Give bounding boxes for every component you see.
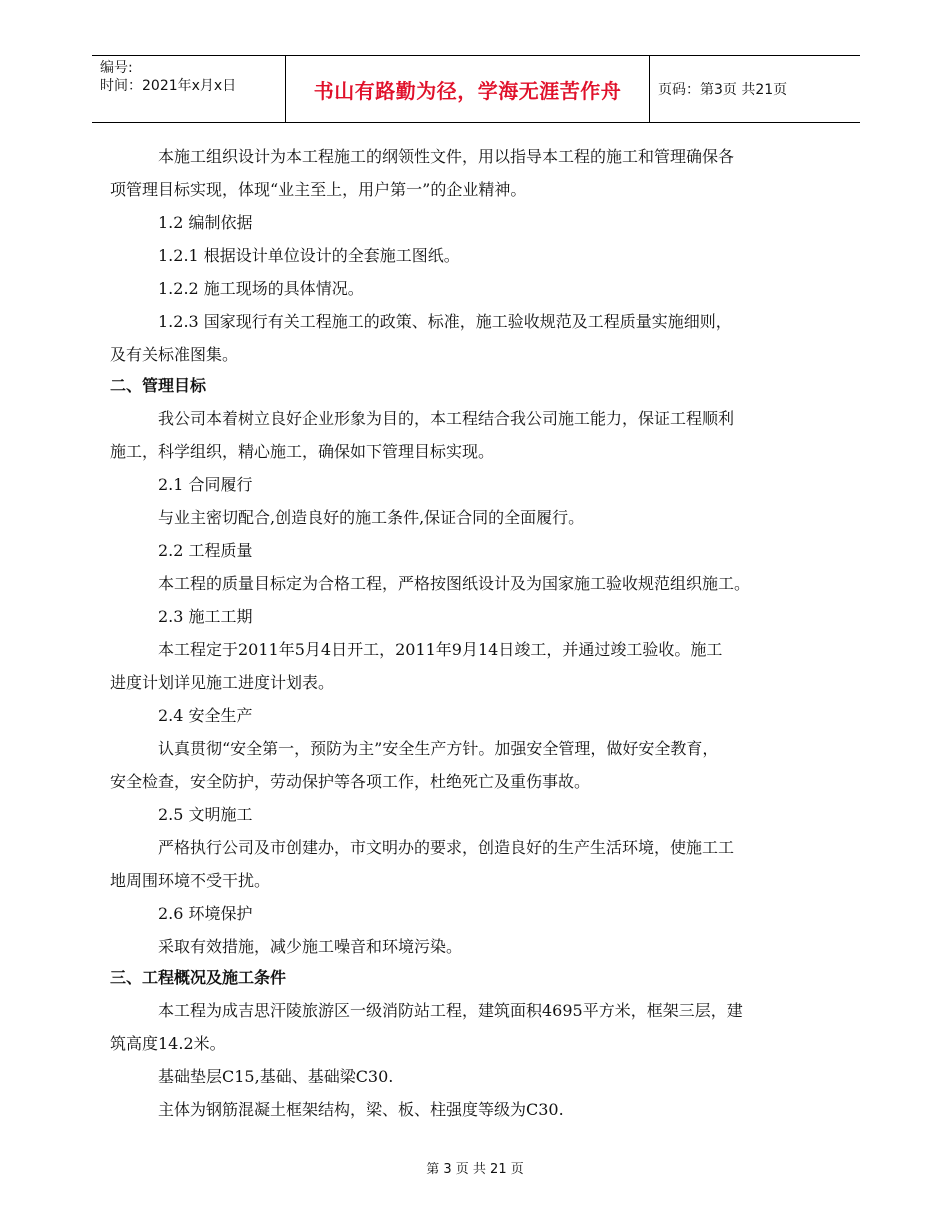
paragraph-2-5-line1: 严格执行公司及市创建办，市文明办的要求，创造良好的生产生活环境，使施工工 <box>158 838 735 857</box>
header-meta <box>92 56 286 122</box>
paragraph-3-line4: 主体为钢筋混凝土框架结构，梁、板、柱强度等级为C30. <box>158 1100 564 1119</box>
paragraph-3-line2: 筑高度14.2米。 <box>110 1034 226 1053</box>
paragraph-2-3-line2: 进度计划详见施工进度计划表。 <box>110 673 335 692</box>
item-1-2-1: 1.2.1 根据设计单位设计的全套施工图纸。 <box>158 246 460 265</box>
paragraph-3-line3: 基础垫层C15,基础、基础梁C30. <box>158 1067 394 1086</box>
item-1-2-2: 1.2.2 施工现场的具体情况。 <box>158 279 364 298</box>
heading-2-2: 2.2 工程质量 <box>158 541 253 560</box>
paragraph-intro-line1: 本施工组织设计为本工程施工的纲领性文件，用以指导本工程的施工和管理确保各 <box>158 147 735 166</box>
section-3-heading: 三、工程概况及施工条件 <box>110 968 287 987</box>
paragraph-2-4-line1: 认真贯彻“安全第一，预防为主”安全生产方针。加强安全管理，做好安全教育， <box>158 739 719 758</box>
paragraph-2-2: 本工程的质量目标定为合格工程，严格按图纸设计及为国家施工验收规范组织施工。 <box>158 574 751 593</box>
paragraph-2-5-line2: 地周围环境不受干扰。 <box>110 871 271 890</box>
item-1-2-3-line1: 1.2.3 国家现行有关工程施工的政策、标准，施工验收规范及工程质量实施细则， <box>158 312 732 331</box>
section-2-heading: 二、管理目标 <box>110 376 207 395</box>
heading-2-3: 2.3 施工工期 <box>158 607 253 626</box>
paragraph-2-line1: 我公司本着树立良好企业形象为目的，本工程结合我公司施工能力，保证工程顺利 <box>158 409 735 428</box>
heading-2-4: 2.4 安全生产 <box>158 706 253 725</box>
page-footer: 第 3 页 共 21 页 <box>426 1162 524 1177</box>
paragraph-2-1: 与业主密切配合,创造良好的施工条件,保证合同的全面履行。 <box>158 508 585 527</box>
paragraph-3-line1: 本工程为成吉思汗陵旅游区一级消防站工程，建筑面积4695平方米，框架三层，建 <box>158 1001 743 1020</box>
header-motto: 书山有路勤为径，学海无涯苦作舟 <box>286 56 650 122</box>
paragraph-2-line2: 施工，科学组织，精心施工，确保如下管理目标实现。 <box>110 442 495 461</box>
heading-2-6: 2.6 环境保护 <box>158 904 253 923</box>
heading-1-2: 1.2 编制依据 <box>158 213 253 232</box>
paragraph-2-4-line2: 安全检查，安全防护，劳动保护等各项工作，杜绝死亡及重伤事故。 <box>110 772 591 791</box>
document-header <box>92 55 860 123</box>
heading-2-1: 2.1 合同履行 <box>158 475 253 494</box>
heading-2-5: 2.5 文明施工 <box>158 805 253 824</box>
paragraph-2-6: 采取有效措施，减少施工噪音和环境污染。 <box>158 937 463 956</box>
item-1-2-3-line2: 及有关标准图集。 <box>110 345 239 364</box>
paragraph-2-3-line1: 本工程定于2011年5月4日开工，2011年9月14日竣工，并通过竣工验收。施工 <box>158 640 723 659</box>
document-number-label: 编号: <box>100 60 133 76</box>
paragraph-intro-line2: 项管理目标实现，体现“业主至上，用户第一”的企业精神。 <box>110 180 527 199</box>
document-time: 时间：2021年x月x日 <box>100 78 237 94</box>
header-page-info: 页码：第3页 共21页 <box>658 82 788 98</box>
